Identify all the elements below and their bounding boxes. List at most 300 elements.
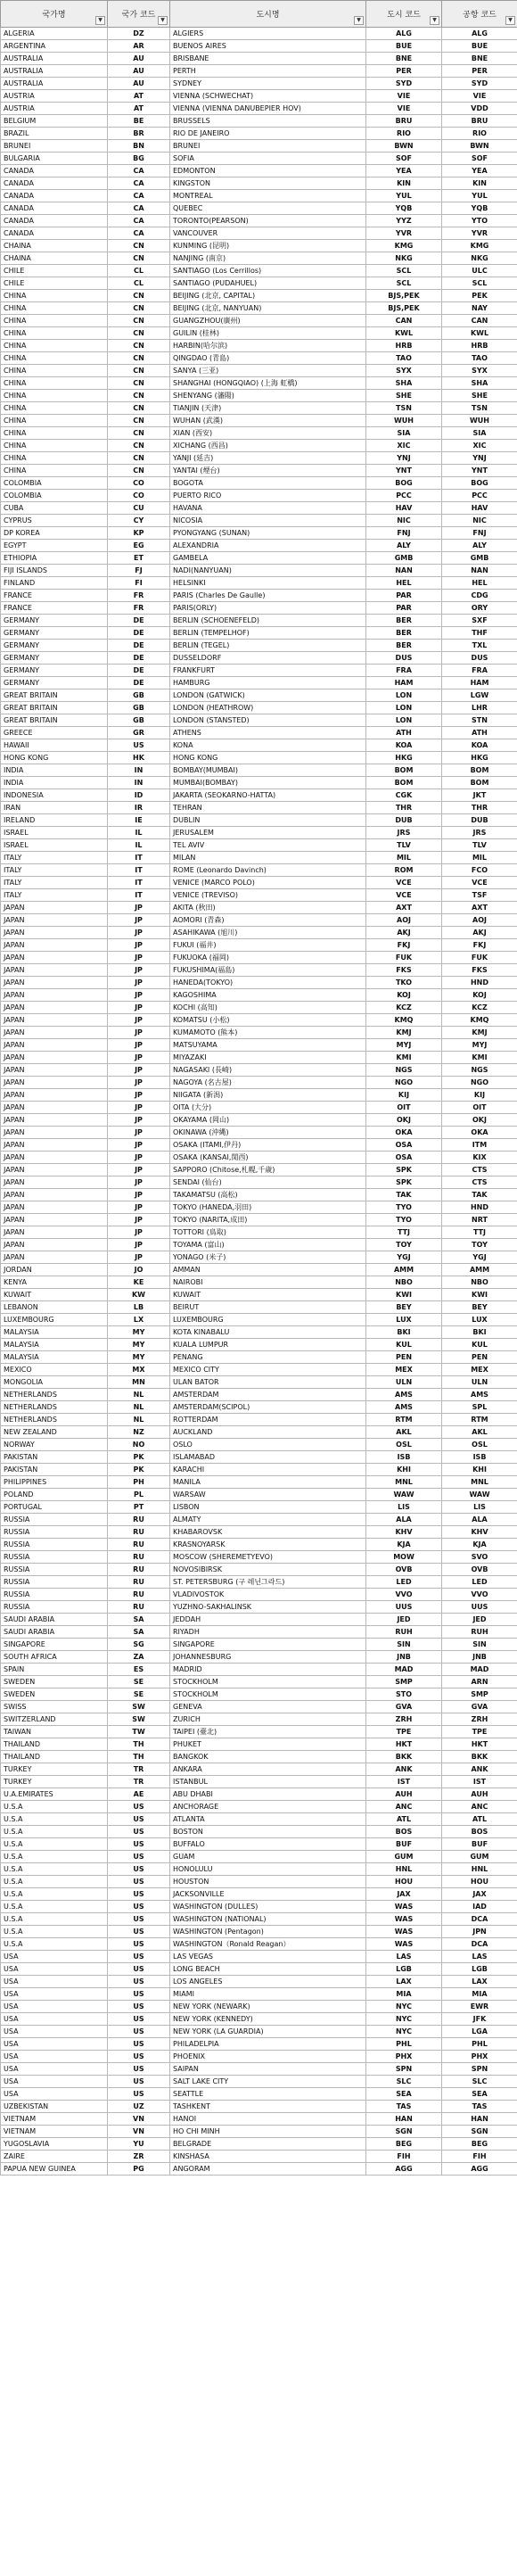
cell-city[interactable]: WASHINGTON (DULLES) (170, 1901, 366, 1913)
cell-country[interactable]: IRELAND (1, 814, 108, 827)
cell-airport-code[interactable]: PHL (442, 2038, 517, 2051)
cell-city-code[interactable]: TOY (366, 1239, 442, 1251)
cell-airport-code[interactable]: ARN (442, 1676, 517, 1688)
cell-city-code[interactable]: BUE (366, 40, 442, 53)
cell-country-code[interactable]: JP (108, 939, 170, 952)
cell-airport-code[interactable]: HKG (442, 752, 517, 764)
cell-airport-code[interactable]: KOA (442, 739, 517, 752)
cell-country[interactable]: CHINA (1, 327, 108, 340)
cell-city[interactable]: LISBON (170, 1501, 366, 1514)
cell-city[interactable]: LONDON (GATWICK) (170, 689, 366, 702)
filter-dropdown-icon[interactable]: ▼ (95, 16, 105, 25)
cell-city[interactable]: TORONTO(PEARSON) (170, 215, 366, 227)
cell-airport-code[interactable]: KUL (442, 1339, 517, 1351)
cell-country-code[interactable]: SE (108, 1688, 170, 1701)
cell-city-code[interactable]: BUF (366, 1838, 442, 1851)
cell-airport-code[interactable]: BUF (442, 1838, 517, 1851)
cell-airport-code[interactable]: HAM (442, 677, 517, 689)
cell-airport-code[interactable]: SIA (442, 427, 517, 440)
cell-country-code[interactable]: JP (108, 1064, 170, 1077)
cell-city[interactable]: FUKUI (福井) (170, 939, 366, 952)
cell-city[interactable]: ROME (Leonardo Davinch) (170, 864, 366, 877)
cell-country-code[interactable]: ES (108, 1664, 170, 1676)
cell-airport-code[interactable]: VCE (442, 877, 517, 889)
cell-country[interactable]: JAPAN (1, 1039, 108, 1052)
cell-country-code[interactable]: IL (108, 827, 170, 839)
cell-city-code[interactable]: WAW (366, 1489, 442, 1501)
cell-city-code[interactable]: KHI (366, 1464, 442, 1476)
cell-country[interactable]: RUSSIA (1, 1564, 108, 1576)
cell-country-code[interactable]: US (108, 2013, 170, 2026)
cell-city[interactable]: OSAKA (KANSAI,関西) (170, 1152, 366, 1164)
cell-airport-code[interactable]: RUH (442, 1626, 517, 1639)
cell-airport-code[interactable]: VVO (442, 1589, 517, 1601)
cell-airport-code[interactable]: NGS (442, 1064, 517, 1077)
cell-airport-code[interactable]: ANK (442, 1763, 517, 1776)
cell-city-code[interactable]: RTM (366, 1414, 442, 1426)
cell-airport-code[interactable]: KMI (442, 1052, 517, 1064)
cell-city-code[interactable]: SIA (366, 427, 442, 440)
cell-city-code[interactable]: NIC (366, 515, 442, 527)
cell-country-code[interactable]: RU (108, 1514, 170, 1526)
cell-airport-code[interactable]: BOG (442, 477, 517, 490)
cell-country-code[interactable]: RU (108, 1539, 170, 1551)
cell-country-code[interactable]: YU (108, 2138, 170, 2151)
cell-city-code[interactable]: ATH (366, 727, 442, 739)
cell-airport-code[interactable]: JAX (442, 1888, 517, 1901)
cell-city[interactable]: ULAN BATOR (170, 1376, 366, 1389)
cell-country-code[interactable]: US (108, 1901, 170, 1913)
cell-country[interactable]: USA (1, 1976, 108, 1988)
cell-city[interactable]: MATSUYAMA (170, 1039, 366, 1052)
cell-city-code[interactable]: SLC (366, 2076, 442, 2088)
cell-airport-code[interactable]: UUS (442, 1601, 517, 1614)
cell-airport-code[interactable]: SYD (442, 78, 517, 90)
cell-country-code[interactable]: LX (108, 1314, 170, 1326)
cell-country[interactable]: U.S.A (1, 1851, 108, 1863)
cell-country-code[interactable]: SA (108, 1614, 170, 1626)
cell-city[interactable]: BELGRADE (170, 2138, 366, 2151)
cell-country-code[interactable]: CN (108, 402, 170, 415)
cell-country[interactable]: CUBA (1, 502, 108, 515)
cell-country-code[interactable]: EG (108, 540, 170, 552)
cell-city-code[interactable]: LUX (366, 1314, 442, 1326)
cell-city[interactable]: HONOLULU (170, 1863, 366, 1876)
cell-city-code[interactable]: BOM (366, 777, 442, 789)
cell-country-code[interactable]: US (108, 1876, 170, 1888)
cell-country-code[interactable]: SG (108, 1639, 170, 1651)
cell-country-code[interactable]: BR (108, 128, 170, 140)
cell-airport-code[interactable]: NBO (442, 1276, 517, 1289)
cell-country-code[interactable]: AU (108, 65, 170, 78)
cell-city-code[interactable]: MIL (366, 852, 442, 864)
cell-airport-code[interactable]: KOJ (442, 989, 517, 1002)
cell-city[interactable]: PYONGYANG (SUNAN) (170, 527, 366, 540)
cell-airport-code[interactable]: HOU (442, 1876, 517, 1888)
cell-city-code[interactable]: THR (366, 802, 442, 814)
cell-country-code[interactable]: CL (108, 277, 170, 290)
cell-city-code[interactable]: PHL (366, 2038, 442, 2051)
cell-city[interactable]: FUKUSHIMA(福島) (170, 964, 366, 977)
cell-airport-code[interactable]: KIX (442, 1152, 517, 1164)
cell-country-code[interactable]: VN (108, 2126, 170, 2138)
cell-city-code[interactable]: PCC (366, 490, 442, 502)
cell-country[interactable]: CHINA (1, 465, 108, 477)
cell-country[interactable]: CHINA (1, 390, 108, 402)
cell-city-code[interactable]: LAX (366, 1976, 442, 1988)
cell-airport-code[interactable]: TXL (442, 640, 517, 652)
cell-country[interactable]: JAPAN (1, 989, 108, 1002)
cell-airport-code[interactable]: HAN (442, 2113, 517, 2126)
cell-country-code[interactable]: TW (108, 1726, 170, 1738)
cell-city-code[interactable]: ULN (366, 1376, 442, 1389)
cell-airport-code[interactable]: KMG (442, 240, 517, 252)
cell-city[interactable]: QUEBEC (170, 202, 366, 215)
cell-country[interactable]: JAPAN (1, 1201, 108, 1214)
cell-city-code[interactable]: SHA (366, 377, 442, 390)
cell-airport-code[interactable]: KWL (442, 327, 517, 340)
cell-country[interactable]: HONG KONG (1, 752, 108, 764)
cell-country-code[interactable]: JP (108, 1152, 170, 1164)
cell-country-code[interactable]: US (108, 739, 170, 752)
cell-country-code[interactable]: CN (108, 302, 170, 315)
cell-airport-code[interactable]: CTS (442, 1164, 517, 1177)
cell-country-code[interactable]: SW (108, 1701, 170, 1713)
cell-country[interactable]: INDIA (1, 764, 108, 777)
cell-city-code[interactable]: HOU (366, 1876, 442, 1888)
cell-city[interactable]: KRASNOYARSK (170, 1539, 366, 1551)
cell-country[interactable]: AUSTRALIA (1, 65, 108, 78)
column-header-city[interactable] (170, 1, 366, 28)
cell-airport-code[interactable]: SEA (442, 2088, 517, 2101)
cell-country-code[interactable]: JP (108, 1214, 170, 1226)
cell-city[interactable]: NICOSIA (170, 515, 366, 527)
cell-country[interactable]: CHINA (1, 427, 108, 440)
cell-country-code[interactable]: JP (108, 1164, 170, 1177)
cell-country[interactable]: INDONESIA (1, 789, 108, 802)
cell-country[interactable]: MALAYSIA (1, 1326, 108, 1339)
cell-country-code[interactable]: LB (108, 1301, 170, 1314)
cell-city-code[interactable]: TAO (366, 352, 442, 365)
cell-city[interactable]: KOMATSU (小松) (170, 1014, 366, 1027)
cell-country[interactable]: ISRAEL (1, 827, 108, 839)
cell-airport-code[interactable]: KHV (442, 1526, 517, 1539)
cell-airport-code[interactable]: YGJ (442, 1251, 517, 1264)
cell-city[interactable]: PHUKET (170, 1738, 366, 1751)
cell-country[interactable]: U.S.A (1, 1813, 108, 1826)
cell-country-code[interactable]: RU (108, 1526, 170, 1539)
cell-country[interactable]: NETHERLANDS (1, 1401, 108, 1414)
column-header-country[interactable] (1, 1, 108, 28)
cell-city[interactable]: BEIRUT (170, 1301, 366, 1314)
cell-city[interactable]: GUAM (170, 1851, 366, 1863)
cell-airport-code[interactable]: NAY (442, 302, 517, 315)
cell-country-code[interactable]: BE (108, 115, 170, 128)
cell-country-code[interactable]: GB (108, 689, 170, 702)
cell-country-code[interactable]: TR (108, 1763, 170, 1776)
cell-city-code[interactable]: NGO (366, 1077, 442, 1089)
cell-country-code[interactable]: FJ (108, 565, 170, 577)
cell-country[interactable]: CYPRUS (1, 515, 108, 527)
cell-country[interactable]: DP KOREA (1, 527, 108, 540)
cell-country-code[interactable]: CU (108, 502, 170, 515)
cell-city-code[interactable]: CGK (366, 789, 442, 802)
cell-city-code[interactable]: CAN (366, 315, 442, 327)
cell-city[interactable]: ALEXANDRIA (170, 540, 366, 552)
cell-country[interactable]: CANADA (1, 190, 108, 202)
cell-airport-code[interactable]: IST (442, 1776, 517, 1788)
cell-country-code[interactable]: AU (108, 78, 170, 90)
cell-country[interactable]: BRUNEI (1, 140, 108, 153)
cell-country[interactable]: USA (1, 2051, 108, 2063)
cell-airport-code[interactable]: BEG (442, 2138, 517, 2151)
cell-airport-code[interactable]: SPL (442, 1401, 517, 1414)
cell-country-code[interactable]: ZA (108, 1651, 170, 1664)
cell-city[interactable]: NAGOYA (名古屋) (170, 1077, 366, 1089)
cell-city[interactable]: PENANG (170, 1351, 366, 1364)
cell-city[interactable]: TOTTORI (鳥取) (170, 1226, 366, 1239)
cell-city[interactable]: SALT LAKE CITY (170, 2076, 366, 2088)
cell-city[interactable]: HAVANA (170, 502, 366, 515)
cell-city-code[interactable]: RUH (366, 1626, 442, 1639)
cell-airport-code[interactable]: DUB (442, 814, 517, 827)
cell-city[interactable]: NANJING (南京) (170, 252, 366, 265)
cell-airport-code[interactable]: THF (442, 627, 517, 640)
cell-country-code[interactable]: JP (108, 952, 170, 964)
cell-country[interactable]: FINLAND (1, 577, 108, 590)
cell-city-code[interactable]: ZRH (366, 1713, 442, 1726)
cell-country[interactable]: AUSTRALIA (1, 78, 108, 90)
cell-airport-code[interactable]: NIC (442, 515, 517, 527)
cell-city-code[interactable]: SPK (366, 1177, 442, 1189)
cell-city-code[interactable]: BNE (366, 53, 442, 65)
cell-country-code[interactable]: VN (108, 2113, 170, 2126)
cell-country-code[interactable]: TH (108, 1751, 170, 1763)
cell-airport-code[interactable]: AKL (442, 1426, 517, 1439)
cell-city[interactable]: SANTIAGO (PUDAHUEL) (170, 277, 366, 290)
cell-country[interactable]: U.S.A (1, 1938, 108, 1951)
cell-city-code[interactable]: SOF (366, 153, 442, 165)
cell-city[interactable]: SYDNEY (170, 78, 366, 90)
cell-city[interactable]: BUFFALO (170, 1838, 366, 1851)
cell-airport-code[interactable]: BRU (442, 115, 517, 128)
cell-city[interactable]: JOHANNESBURG (170, 1651, 366, 1664)
cell-city[interactable]: HOUSTON (170, 1876, 366, 1888)
cell-city-code[interactable]: JED (366, 1614, 442, 1626)
cell-country-code[interactable]: US (108, 1851, 170, 1863)
cell-country-code[interactable]: GB (108, 714, 170, 727)
cell-country-code[interactable]: IT (108, 852, 170, 864)
cell-country[interactable]: CANADA (1, 178, 108, 190)
cell-city-code[interactable]: IST (366, 1776, 442, 1788)
cell-country-code[interactable]: JP (108, 1027, 170, 1039)
cell-airport-code[interactable]: LED (442, 1576, 517, 1589)
cell-airport-code[interactable]: LAX (442, 1976, 517, 1988)
cell-city-code[interactable]: HKT (366, 1738, 442, 1751)
cell-country-code[interactable]: US (108, 1963, 170, 1976)
cell-country-code[interactable]: GR (108, 727, 170, 739)
cell-airport-code[interactable]: ATL (442, 1813, 517, 1826)
cell-country-code[interactable]: DE (108, 615, 170, 627)
cell-country[interactable]: FIJI ISLANDS (1, 565, 108, 577)
cell-country[interactable]: CHINA (1, 402, 108, 415)
cell-country-code[interactable]: AT (108, 103, 170, 115)
cell-city-code[interactable]: FKS (366, 964, 442, 977)
cell-country[interactable]: GERMANY (1, 677, 108, 689)
cell-city[interactable]: MADRID (170, 1664, 366, 1676)
cell-country-code[interactable]: CY (108, 515, 170, 527)
cell-city[interactable]: SAPPORO (Chitose,札幌,千歳) (170, 1164, 366, 1177)
cell-country-code[interactable]: JP (108, 1052, 170, 1064)
cell-city-code[interactable]: JAX (366, 1888, 442, 1901)
cell-city[interactable]: JACKSONVILLE (170, 1888, 366, 1901)
cell-airport-code[interactable]: TAK (442, 1189, 517, 1201)
cell-country-code[interactable]: NL (108, 1414, 170, 1426)
cell-city-code[interactable]: OKJ (366, 1114, 442, 1127)
cell-city[interactable]: ALMATY (170, 1514, 366, 1526)
cell-airport-code[interactable]: OKA (442, 1127, 517, 1139)
cell-city-code[interactable]: OSA (366, 1152, 442, 1164)
cell-country-code[interactable]: CN (108, 252, 170, 265)
cell-airport-code[interactable]: SHA (442, 377, 517, 390)
cell-country[interactable]: CHINA (1, 340, 108, 352)
cell-country-code[interactable]: CO (108, 477, 170, 490)
cell-country[interactable]: MALAYSIA (1, 1339, 108, 1351)
cell-country[interactable]: JAPAN (1, 1189, 108, 1201)
cell-airport-code[interactable]: KHI (442, 1464, 517, 1476)
cell-city-code[interactable]: VIE (366, 90, 442, 103)
cell-country-code[interactable]: MY (108, 1326, 170, 1339)
cell-country[interactable]: JAPAN (1, 927, 108, 939)
cell-airport-code[interactable]: FIH (442, 2151, 517, 2163)
cell-city-code[interactable]: KOJ (366, 989, 442, 1002)
cell-airport-code[interactable]: SHE (442, 390, 517, 402)
cell-airport-code[interactable]: FKJ (442, 939, 517, 952)
cell-city-code[interactable]: AXT (366, 902, 442, 914)
cell-airport-code[interactable]: MEX (442, 1364, 517, 1376)
cell-country-code[interactable]: RU (108, 1601, 170, 1614)
cell-country-code[interactable]: JP (108, 1114, 170, 1127)
cell-city-code[interactable]: ISB (366, 1451, 442, 1464)
cell-city-code[interactable]: LAS (366, 1951, 442, 1963)
cell-city[interactable]: TASHKENT (170, 2101, 366, 2113)
cell-city-code[interactable]: SYX (366, 365, 442, 377)
cell-airport-code[interactable]: KIN (442, 178, 517, 190)
cell-city[interactable]: MOSCOW (SHEREMETYEVO) (170, 1551, 366, 1564)
cell-city-code[interactable]: OVB (366, 1564, 442, 1576)
cell-country[interactable]: NORWAY (1, 1439, 108, 1451)
cell-country-code[interactable]: JP (108, 902, 170, 914)
cell-country-code[interactable]: DE (108, 665, 170, 677)
cell-city[interactable]: AUCKLAND (170, 1426, 366, 1439)
cell-city-code[interactable]: SIN (366, 1639, 442, 1651)
cell-city-code[interactable]: FRA (366, 665, 442, 677)
cell-city[interactable]: SINGAPORE (170, 1639, 366, 1651)
cell-country[interactable]: CANADA (1, 202, 108, 215)
cell-city-code[interactable]: SHE (366, 390, 442, 402)
cell-city-code[interactable]: HAV (366, 502, 442, 515)
cell-airport-code[interactable]: SPN (442, 2063, 517, 2076)
cell-city-code[interactable]: YGJ (366, 1251, 442, 1264)
cell-city-code[interactable]: MOW (366, 1551, 442, 1564)
cell-city[interactable]: SHANGHAI (HONGQIAO) (上海 虹橋) (170, 377, 366, 390)
cell-city-code[interactable]: KJA (366, 1539, 442, 1551)
cell-city[interactable]: QINGDAO (青島) (170, 352, 366, 365)
cell-airport-code[interactable]: CAN (442, 315, 517, 327)
cell-city[interactable]: VIENNA (SCHWECHAT) (170, 90, 366, 103)
cell-country[interactable]: PAKISTAN (1, 1464, 108, 1476)
cell-airport-code[interactable]: BOM (442, 777, 517, 789)
cell-city-code[interactable]: FNJ (366, 527, 442, 540)
cell-airport-code[interactable]: TSN (442, 402, 517, 415)
cell-country-code[interactable]: PG (108, 2163, 170, 2176)
cell-country-code[interactable]: JP (108, 1201, 170, 1214)
cell-city-code[interactable]: TYO (366, 1214, 442, 1226)
cell-country-code[interactable]: PT (108, 1501, 170, 1514)
cell-city-code[interactable]: BKI (366, 1326, 442, 1339)
cell-country[interactable]: KENYA (1, 1276, 108, 1289)
cell-city-code[interactable]: AMM (366, 1264, 442, 1276)
cell-country[interactable]: TURKEY (1, 1763, 108, 1776)
cell-city[interactable]: OSAKA (ITAMI,伊丹) (170, 1139, 366, 1152)
cell-country-code[interactable]: JP (108, 977, 170, 989)
cell-country-code[interactable]: IT (108, 889, 170, 902)
cell-city[interactable]: YANJI (延吉) (170, 452, 366, 465)
cell-airport-code[interactable]: YNJ (442, 452, 517, 465)
cell-country[interactable]: UZBEKISTAN (1, 2101, 108, 2113)
cell-country[interactable]: JAPAN (1, 1177, 108, 1189)
cell-country-code[interactable]: KP (108, 527, 170, 540)
cell-airport-code[interactable]: GMB (442, 552, 517, 565)
cell-city-code[interactable]: KWI (366, 1289, 442, 1301)
cell-city[interactable]: VENICE (TREVISO) (170, 889, 366, 902)
cell-country[interactable]: USA (1, 2038, 108, 2051)
cell-city[interactable]: MUMBAI(BOMBAY) (170, 777, 366, 789)
cell-country[interactable]: GERMANY (1, 652, 108, 665)
cell-airport-code[interactable]: AKJ (442, 927, 517, 939)
cell-country[interactable]: USA (1, 2026, 108, 2038)
cell-country[interactable]: CHINA (1, 377, 108, 390)
cell-country[interactable]: JAPAN (1, 1127, 108, 1139)
cell-airport-code[interactable]: LIS (442, 1501, 517, 1514)
cell-country-code[interactable]: KW (108, 1289, 170, 1301)
cell-city[interactable]: TOKYO (NARITA,成田) (170, 1214, 366, 1226)
cell-airport-code[interactable]: AUH (442, 1788, 517, 1801)
cell-city-code[interactable]: KMJ (366, 1027, 442, 1039)
cell-airport-code[interactable]: FCO (442, 864, 517, 877)
cell-country[interactable]: SPAIN (1, 1664, 108, 1676)
cell-city[interactable]: FUKUOKA (福岡) (170, 952, 366, 964)
cell-city-code[interactable]: KUL (366, 1339, 442, 1351)
cell-city[interactable]: BEIJING (北京, CAPITAL) (170, 290, 366, 302)
cell-country-code[interactable]: TH (108, 1738, 170, 1751)
cell-country-code[interactable]: IN (108, 777, 170, 789)
cell-airport-code[interactable]: HRB (442, 340, 517, 352)
cell-city[interactable]: YANTAI (煙台) (170, 465, 366, 477)
cell-airport-code[interactable]: BOM (442, 764, 517, 777)
cell-city[interactable]: SANYA (三亚) (170, 365, 366, 377)
cell-city-code[interactable]: ROM (366, 864, 442, 877)
cell-city[interactable]: BERLIN (SCHOENEFELD) (170, 615, 366, 627)
cell-airport-code[interactable]: BKK (442, 1751, 517, 1763)
cell-country-code[interactable]: JP (108, 1039, 170, 1052)
cell-city-code[interactable]: FUK (366, 952, 442, 964)
cell-airport-code[interactable]: HNL (442, 1863, 517, 1876)
cell-airport-code[interactable]: WUH (442, 415, 517, 427)
cell-airport-code[interactable]: OVB (442, 1564, 517, 1576)
cell-country-code[interactable]: DE (108, 677, 170, 689)
cell-airport-code[interactable]: TAO (442, 352, 517, 365)
